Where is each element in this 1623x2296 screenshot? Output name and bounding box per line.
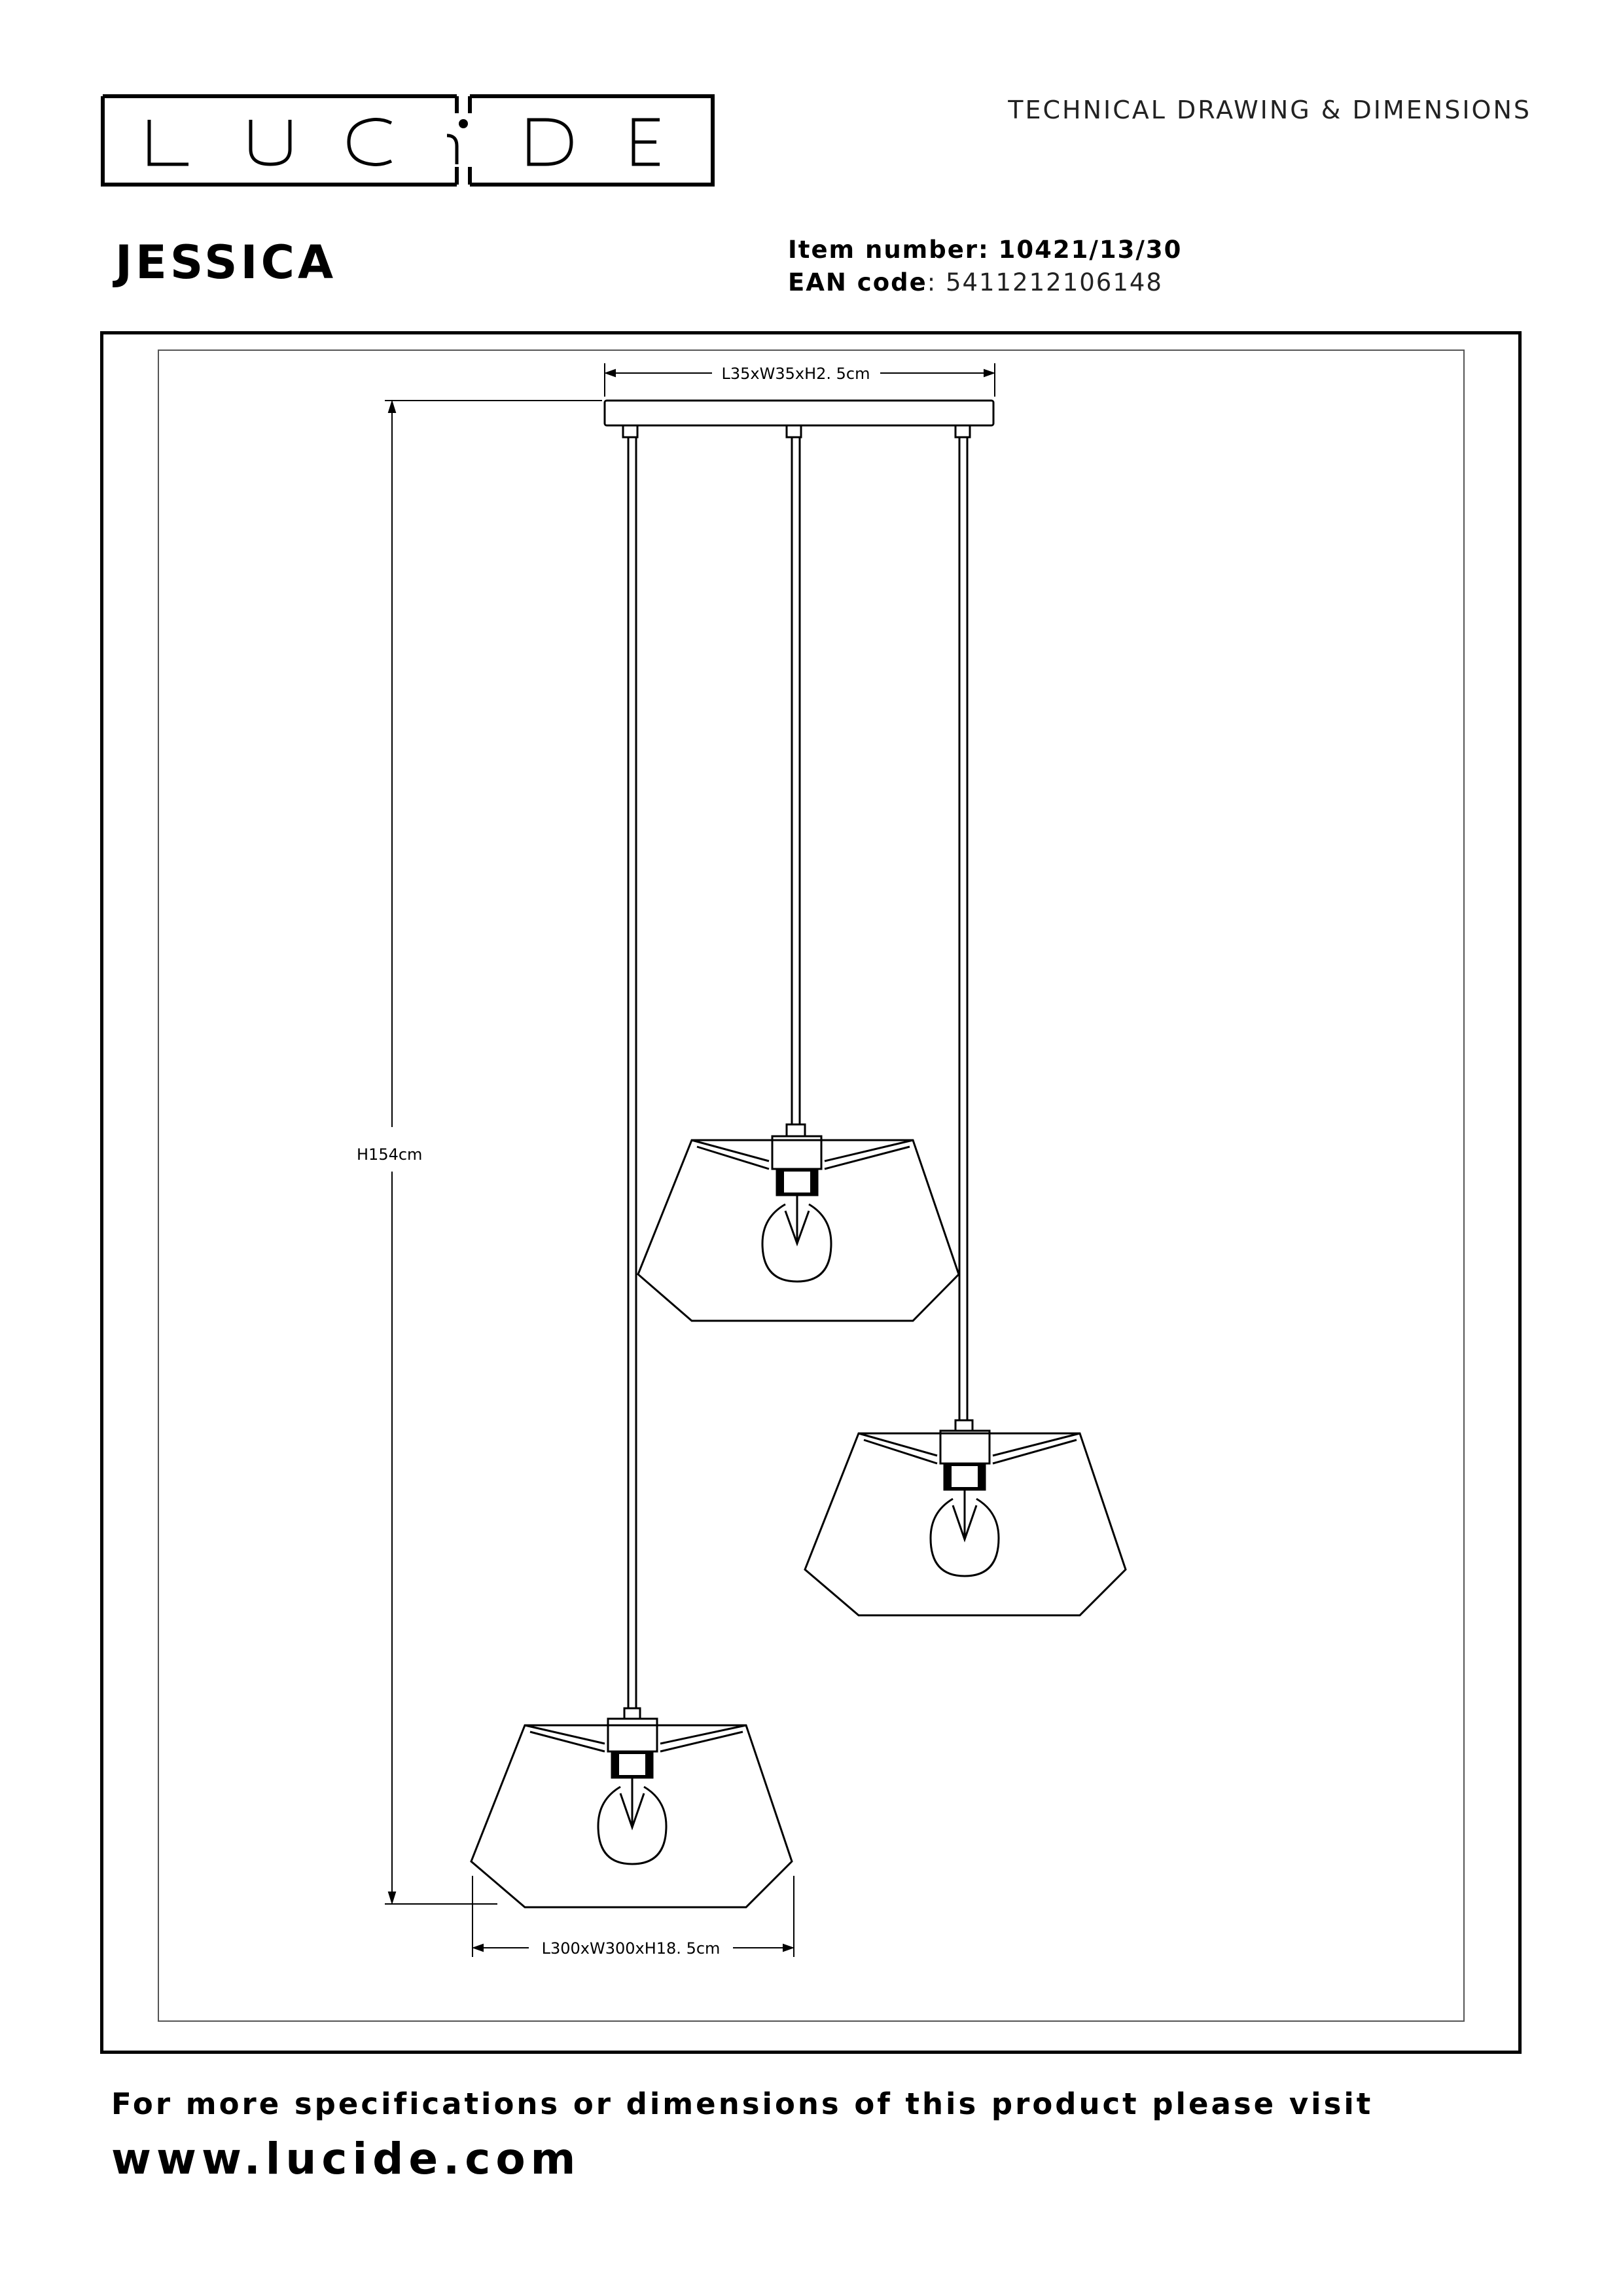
- item-number-value: 10421/13/30: [998, 236, 1183, 264]
- technical-drawing: [103, 334, 1518, 2051]
- product-name: JESSICA: [115, 236, 337, 289]
- shade-dimension-label: L300xW300xH18. 5cm: [541, 1939, 721, 1958]
- ean-value: 5411212106148: [945, 268, 1163, 296]
- ean-row: [788, 268, 1163, 296]
- footer-note: For more specifications or dimensions of this product please visit: [111, 2087, 1374, 2121]
- website-link[interactable]: www.lucide.com: [111, 2134, 581, 2184]
- ean-label: EAN code: [788, 268, 927, 296]
- document-type-label: TECHNICAL DRAWING & DIMENSIONS: [1008, 96, 1531, 124]
- pendant-shade-right: [805, 1420, 1126, 1615]
- canopy: [605, 401, 993, 437]
- item-number-label: Item number:: [788, 236, 990, 264]
- technical-drawing-frame: [100, 331, 1522, 2054]
- height-dimension-label: H154cm: [357, 1145, 423, 1164]
- item-number-row: [788, 236, 1182, 264]
- brand-logo: [100, 94, 715, 187]
- canopy-dimension-label: L35xW35xH2. 5cm: [721, 365, 870, 383]
- pendant-shade-middle: [638, 1124, 959, 1321]
- pendant-shade-left: [471, 1708, 792, 1907]
- suspension-cables: [628, 437, 967, 1708]
- ean-separator: :: [927, 268, 937, 296]
